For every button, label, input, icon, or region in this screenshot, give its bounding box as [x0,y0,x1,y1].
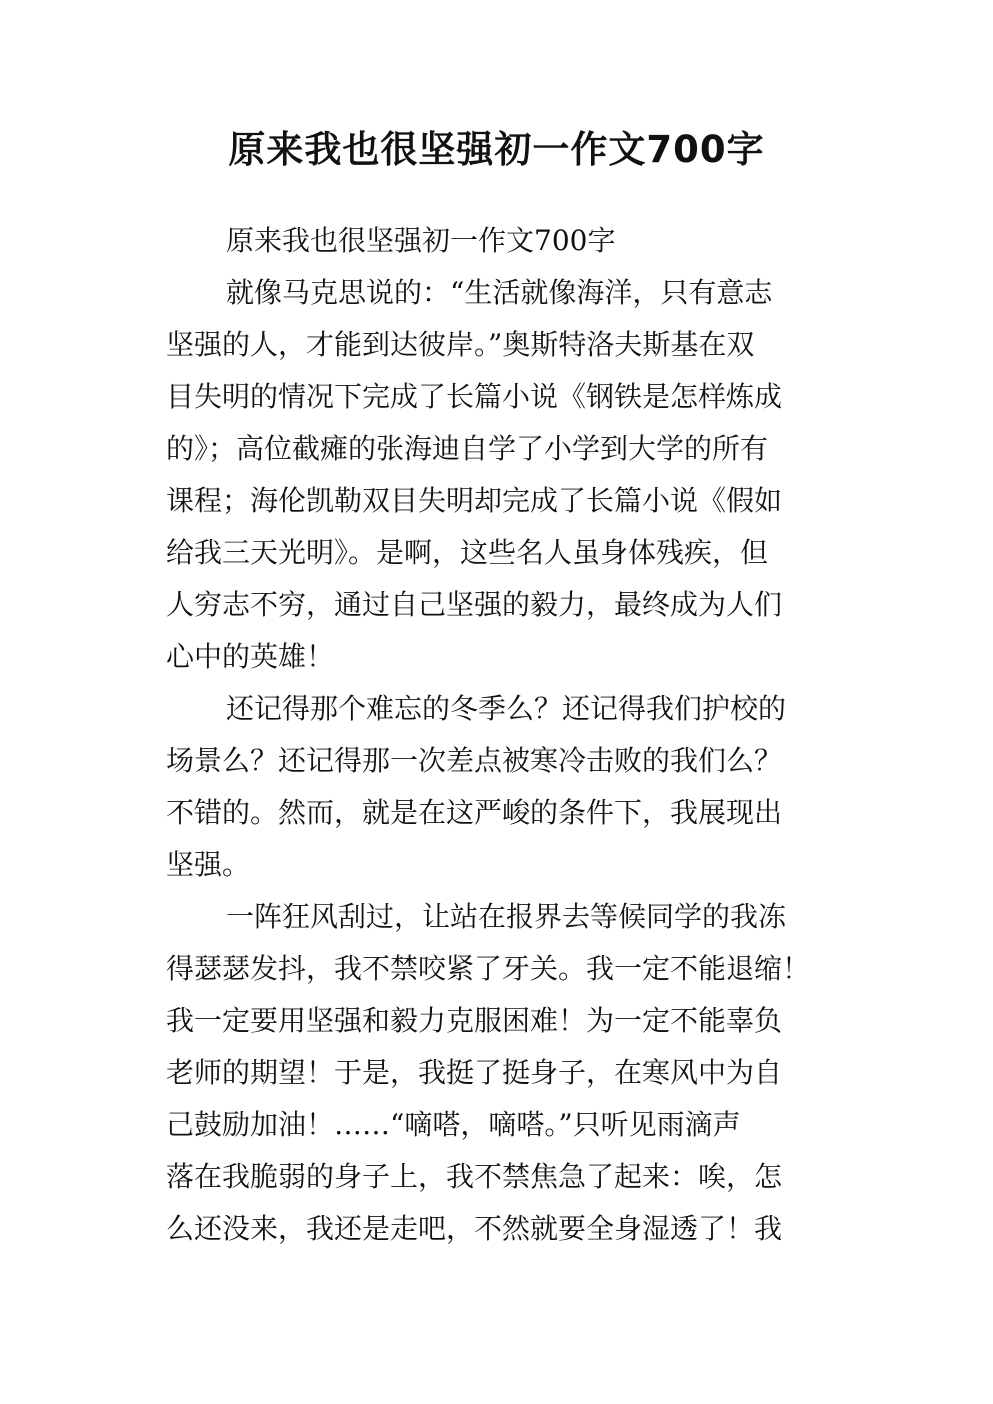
paragraph-3-line: 一阵狂风刮过，让站在报界去等候同学的我冻 [226,900,787,933]
document-body [166,215,836,1255]
paragraph-3-line: 己鼓励加油！……“嘀嗒，嘀嗒。”只听见雨滴声 [166,1108,741,1141]
paragraph-2-line: 不错的。然而，就是在这严峻的条件下，我展现出 [166,796,783,829]
subtitle-line: 原来我也很坚强初一作文700字 [226,224,616,257]
paragraph-2-line: 场景么？还记得那一次差点被寒冷击败的我们么？ [166,744,783,777]
paragraph-3-line: 老师的期望！于是，我挺了挺身子，在寒风中为自 [166,1056,783,1089]
paragraph-1-line: 课程；海伦凯勒双目失明却完成了长篇小说《假如 [166,484,783,517]
paragraph-2-line: 还记得那个难忘的冬季么？还记得我们护校的 [226,692,787,725]
paragraph-1-line: 人穷志不穷，通过自己坚强的毅力，最终成为人们 [166,588,783,621]
paragraph-1-line: 目失明的情况下完成了长篇小说《钢铁是怎样炼成 [166,380,783,413]
paragraph-3-line: 么还没来，我还是走吧，不然就要全身湿透了！我 [166,1212,783,1245]
paragraph-3-line: 我一定要用坚强和毅力克服困难！为一定不能辜负 [166,1004,783,1037]
paragraph-2-line: 坚强。 [166,848,251,881]
paragraph-3-line: 得瑟瑟发抖，我不禁咬紧了牙关。我一定不能退缩！ [166,952,811,985]
paragraph-1-line: 的》；高位截瘫的张海迪自学了小学到大学的所有 [166,432,769,465]
paragraph-1-line: 就像马克思说的：“生活就像海洋，只有意志 [226,276,773,309]
paragraph-3-line: 落在我脆弱的身子上，我不禁焦急了起来：唉，怎 [166,1160,783,1193]
document-title: 原来我也很坚强初一作文700字 [228,128,765,171]
paragraph-1-line: 心中的英雄！ [166,640,335,673]
paragraph-1-line: 坚强的人，才能到达彼岸。”奥斯特洛夫斯基在双 [166,328,755,361]
paragraph-1-line: 给我三天光明》。是啊，这些名人虽身体残疾，但 [166,536,769,569]
